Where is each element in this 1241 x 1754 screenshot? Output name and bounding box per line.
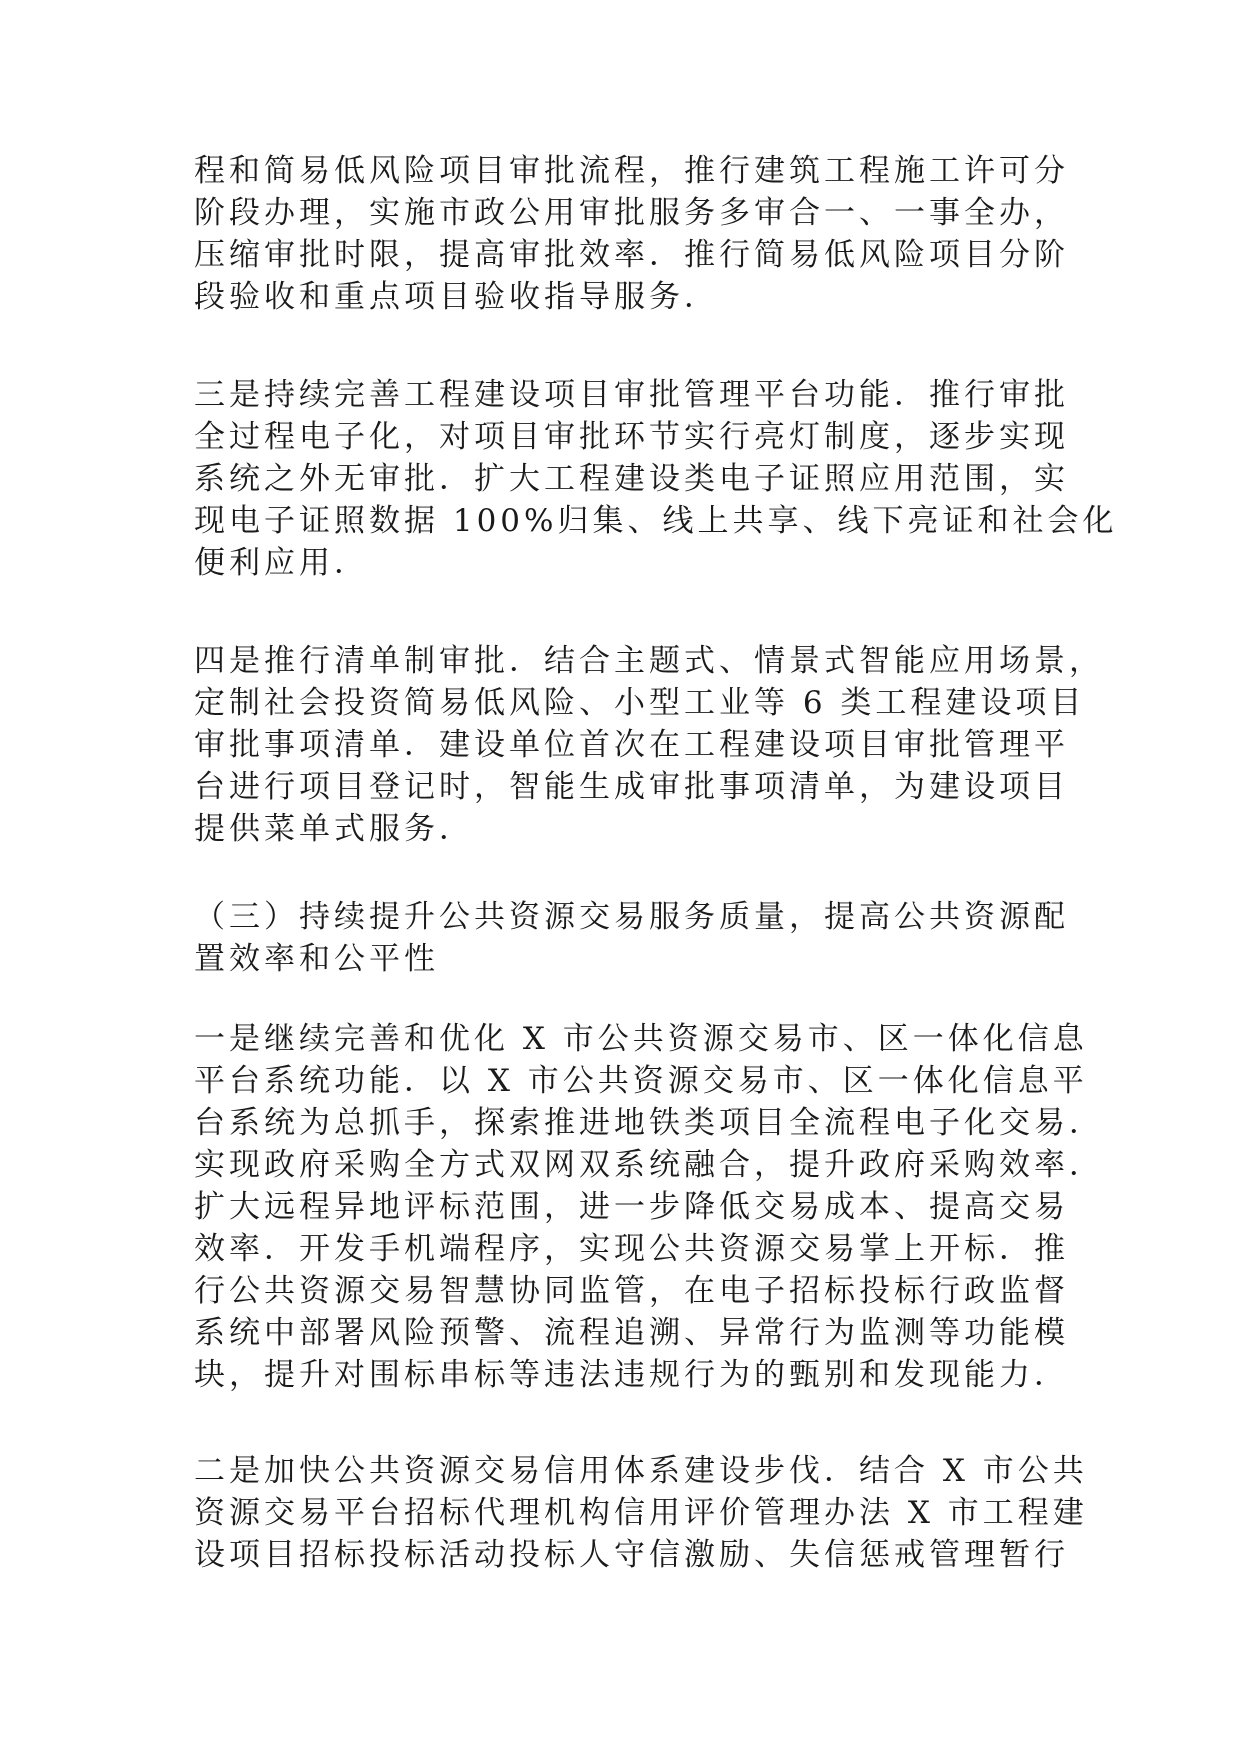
text-line: 效率．开发手机端程序，实现公共资源交易掌上开标．推 xyxy=(194,1231,1069,1267)
section-heading xyxy=(194,896,1069,980)
text-line: 四是推行清单制审批．结合主题式、情景式智能应用场景， xyxy=(194,643,1104,679)
text-line: 扩大远程异地评标范围，进一步降低交易成本、提高交易 xyxy=(194,1189,1069,1225)
text-line: 程和简易低风险项目审批流程，推行建筑工程施工许可分 xyxy=(194,153,1069,189)
text-line: 现电子证照数据 100%归集、线上共享、线下亮证和社会化 xyxy=(194,503,1118,539)
text-line: 台进行项目登记时，智能生成审批事项清单，为建设项目 xyxy=(194,769,1069,805)
text-line: 二是加快公共资源交易信用体系建设步伐．结合 X 市公共 xyxy=(194,1453,1088,1489)
paragraph-2 xyxy=(194,374,1118,584)
text-line: 提供菜单式服务． xyxy=(194,811,474,847)
text-line: 一是继续完善和优化 X 市公共资源交易市、区一体化信息 xyxy=(194,1021,1088,1057)
text-line: 块，提升对围标串标等违法违规行为的甄别和发现能力． xyxy=(194,1357,1069,1393)
text-line: 行公共资源交易智慧协同监管，在电子招标投标行政监督 xyxy=(194,1273,1069,1309)
paragraph-5 xyxy=(194,1018,1104,1396)
text-line: 设项目招标投标活动投标人守信激励、失信惩戒管理暂行 xyxy=(194,1537,1069,1573)
text-line: 压缩审批时限，提高审批效率．推行简易低风险项目分阶 xyxy=(194,237,1069,273)
paragraph-1 xyxy=(194,150,1069,318)
paragraph-3 xyxy=(194,640,1104,850)
text-line: 审批事项清单．建设单位首次在工程建设项目审批管理平 xyxy=(194,727,1069,763)
text-line: 置效率和公平性 xyxy=(194,941,439,977)
text-line: 定制社会投资简易低风险、小型工业等 6 类工程建设项目 xyxy=(194,685,1086,721)
text-line: 全过程电子化，对项目审批环节实行亮灯制度，逐步实现 xyxy=(194,419,1069,455)
text-line: 三是持续完善工程建设项目审批管理平台功能．推行审批 xyxy=(194,377,1069,413)
text-line: 系统中部署风险预警、流程追溯、异常行为监测等功能模 xyxy=(194,1315,1069,1351)
text-line: 段验收和重点项目验收指导服务． xyxy=(194,279,719,315)
text-line: 便利应用． xyxy=(194,545,369,581)
text-line: 平台系统功能．以 X 市公共资源交易市、区一体化信息平 xyxy=(194,1063,1088,1099)
text-line: 实现政府采购全方式双网双系统融合，提升政府采购效率． xyxy=(194,1147,1104,1183)
paragraph-6 xyxy=(194,1450,1088,1576)
text-line: 系统之外无审批．扩大工程建设类电子证照应用范围，实 xyxy=(194,461,1069,497)
text-line: （三）持续提升公共资源交易服务质量，提高公共资源配 xyxy=(194,899,1069,935)
text-line: 资源交易平台招标代理机构信用评价管理办法 X 市工程建 xyxy=(194,1495,1088,1531)
text-line: 阶段办理，实施市政公用审批服务多审合一、一事全办， xyxy=(194,195,1069,231)
text-line: 台系统为总抓手，探索推进地铁类项目全流程电子化交易． xyxy=(194,1105,1104,1141)
